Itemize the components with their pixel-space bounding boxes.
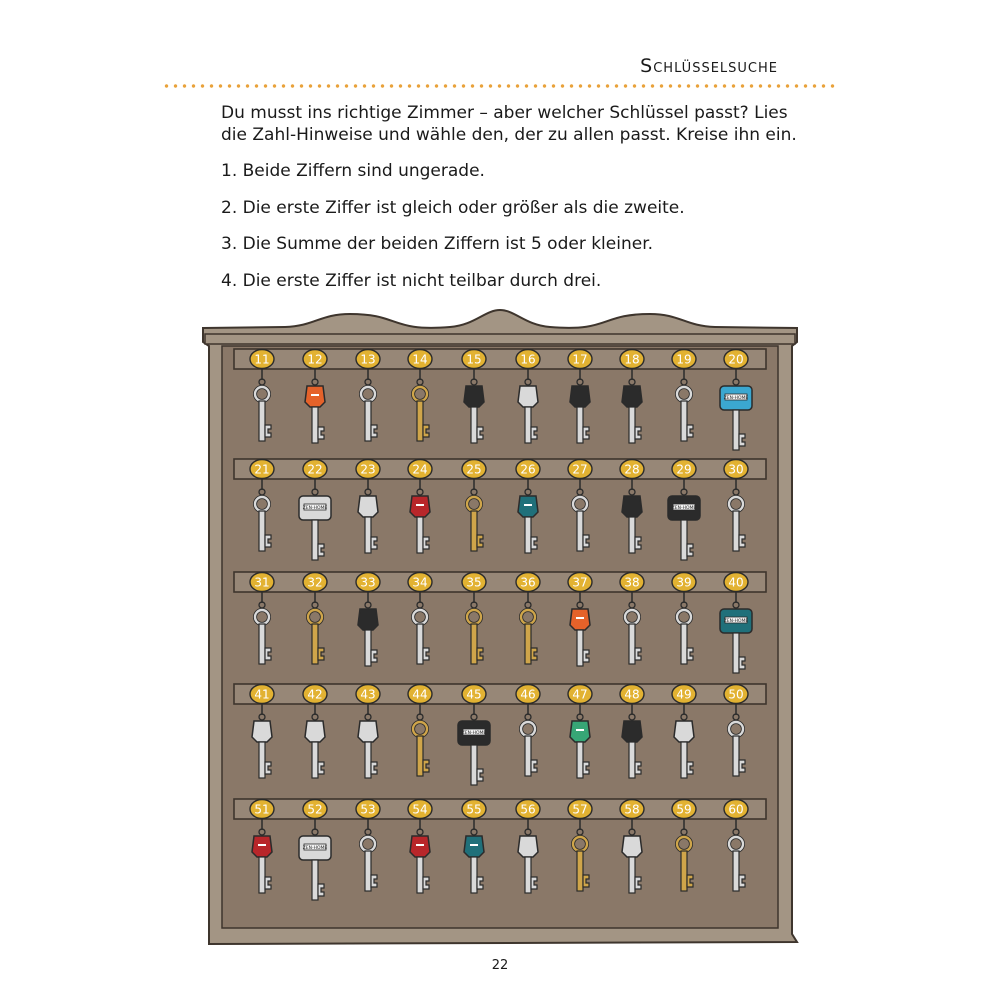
key-number-label: 24 — [412, 462, 428, 477]
key-number-label: 55 — [466, 802, 482, 817]
key-number-label: 42 — [307, 687, 323, 702]
key-tag-label: ZEN-HOME — [723, 396, 749, 401]
hint-4: 4. Die erste Ziffer ist nicht teilbar durch drei. — [221, 271, 602, 291]
key-tag-label: ZEN-HOME — [723, 619, 749, 624]
key-number-label: 48 — [624, 687, 640, 702]
key-number-label: 17 — [572, 352, 588, 367]
hint-3: 3. Die Summe der beiden Ziffern ist 5 oder kleiner. — [221, 234, 654, 254]
key-number-label: 29 — [676, 462, 692, 477]
key-number-label: 46 — [520, 687, 536, 702]
key-number-label: 15 — [466, 352, 482, 367]
key-number-label: 18 — [624, 352, 640, 367]
key-number-label: 23 — [360, 462, 376, 477]
key-number-label: 50 — [728, 687, 744, 702]
key-number-label: 22 — [307, 462, 323, 477]
key-number-label: 49 — [676, 687, 692, 702]
intro-line-2: die Zahl-Hinweise und wähle den, der zu allen passt. Kreise ihn ein. — [221, 125, 797, 145]
key-number-label: 28 — [624, 462, 640, 477]
key-number-label: 34 — [412, 575, 428, 590]
intro-line-1: Du musst ins richtige Zimmer – aber welcher Schlüssel passt? Lies — [221, 103, 788, 123]
key-tag-label: ZEN-HOME — [302, 506, 328, 511]
key-number-label: 33 — [360, 575, 376, 590]
key-number-label: 59 — [676, 802, 692, 817]
key-number-label: 37 — [572, 575, 588, 590]
key-number-label: 30 — [728, 462, 744, 477]
key-number-label: 11 — [254, 352, 270, 367]
key-number-label: 16 — [520, 352, 536, 367]
key-number-label: 14 — [412, 352, 428, 367]
key-number-label: 27 — [572, 462, 588, 477]
key-number-label: 60 — [728, 802, 744, 817]
key-number-label: 40 — [728, 575, 744, 590]
hint-1: 1. Beide Ziffern sind ungerade. — [221, 161, 485, 181]
key-number-label: 21 — [254, 462, 270, 477]
key-tag-label: ZEN-HOME — [461, 731, 487, 736]
hint-2: 2. Die erste Ziffer ist gleich oder größer als die zweite. — [221, 198, 685, 218]
key-number-label: 31 — [254, 575, 270, 590]
key-number-label: 57 — [572, 802, 588, 817]
key-number-label: 26 — [520, 462, 536, 477]
key-number-label: 20 — [728, 352, 744, 367]
key-number-label: 52 — [307, 802, 323, 817]
intro-text — [221, 102, 821, 146]
page-title: Schlüsselsuche — [640, 55, 778, 77]
key-number-label: 56 — [520, 802, 536, 817]
key-number-label: 12 — [307, 352, 323, 367]
key-number-label: 41 — [254, 687, 270, 702]
key-number-label: 45 — [466, 687, 482, 702]
key-board — [200, 306, 800, 946]
frame-top-molding — [205, 334, 795, 344]
key-number-label: 51 — [254, 802, 270, 817]
key-number-label: 25 — [466, 462, 482, 477]
key-number-label: 58 — [624, 802, 640, 817]
key-number-label: 44 — [412, 687, 428, 702]
key-tag-label: ZEN-HOME — [302, 846, 328, 851]
key-number-label: 47 — [572, 687, 588, 702]
key-number-label: 43 — [360, 687, 376, 702]
key-number-label: 38 — [624, 575, 640, 590]
key-number-label: 54 — [412, 802, 428, 817]
key-number-label: 36 — [520, 575, 536, 590]
key-number-label: 53 — [360, 802, 376, 817]
key-number-label: 19 — [676, 352, 692, 367]
dotted-divider — [162, 84, 838, 88]
page-number: 22 — [491, 958, 509, 973]
key-number-label: 39 — [676, 575, 692, 590]
key-tag-label: ZEN-HOME — [671, 506, 697, 511]
key-number-label: 35 — [466, 575, 482, 590]
key-number-label: 13 — [360, 352, 376, 367]
key-number-label: 32 — [307, 575, 323, 590]
